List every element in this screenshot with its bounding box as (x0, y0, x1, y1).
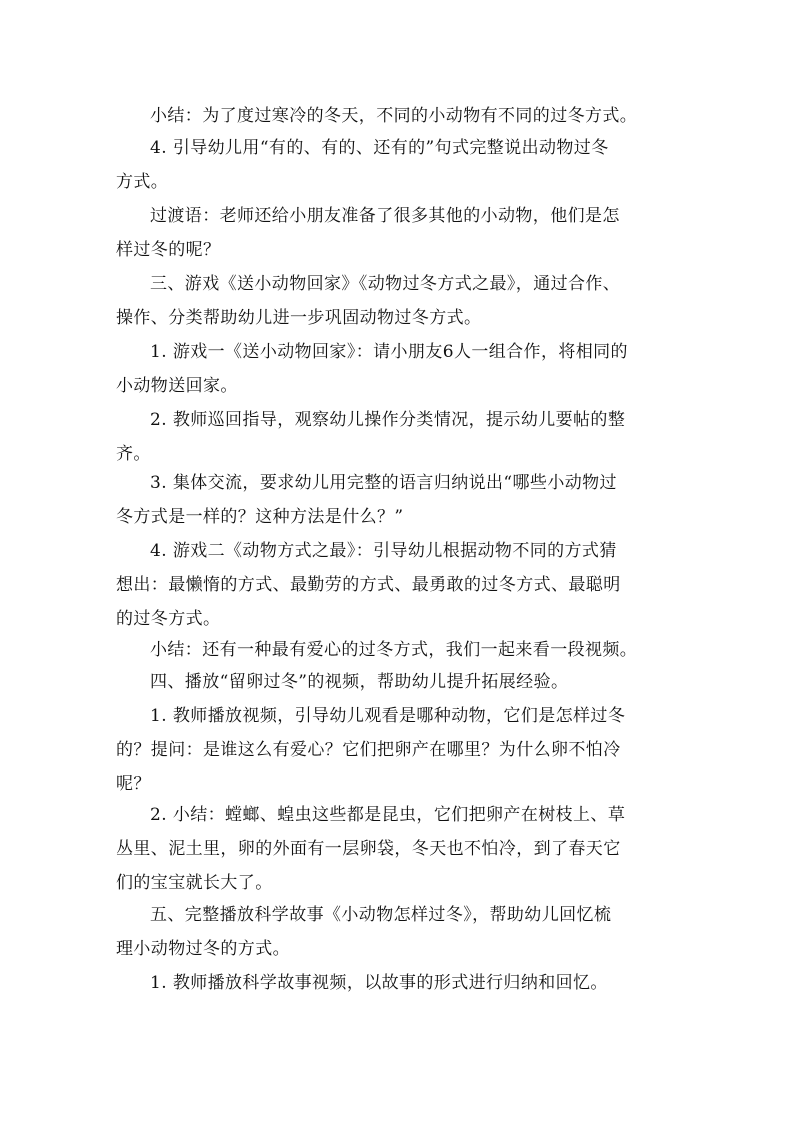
game-4-paragraph (116, 534, 690, 636)
text-line: 小结：为了度过寒冷的冬天，不同的小动物有不同的过冬方式。 (150, 106, 638, 126)
text-line: 们的宝宝就长大了。 (116, 873, 273, 893)
text-line: 理小动物过冬的方式。 (116, 939, 290, 959)
text-line: 1. 教师播放科学故事视频，以故事的形式进行归纳和回忆。 (150, 973, 608, 993)
text-line: 1. 游戏一《送小动物回家》：请小朋友6人一组合作，将相同的 (150, 342, 628, 362)
text-line: 冬方式是一样的？这种方法是什么？” (116, 507, 404, 527)
text-line: 样过冬的呢？ (116, 240, 221, 260)
section-4-heading (116, 665, 690, 699)
text-line: 2. 小结：螳螂、蝗虫这些都是昆虫，它们把卵产在树枝上、草 (150, 805, 626, 825)
text-line: 4. 引导幼儿用“有的、有的、还有的”句式完整说出动物过冬 (150, 138, 609, 158)
game-1-paragraph (116, 335, 690, 403)
section-3-heading (116, 267, 690, 335)
text-line: 的？提问：是谁这么有爱心？它们把卵产在哪里？为什么卵不怕冷 (116, 740, 621, 760)
game-3-paragraph (116, 466, 690, 534)
text-line: 4. 游戏二《动物方式之最》：引导幼儿根据动物不同的方式猜 (150, 541, 617, 561)
transition-paragraph (116, 199, 690, 267)
text-line: 五、完整播放科学故事《小动物怎样过冬》，帮助幼儿回忆梳 (150, 905, 612, 925)
video-1-paragraph (116, 699, 690, 801)
story-1-paragraph (116, 966, 690, 1000)
text-line: 丛里、泥土里，卵的外面有一层卵袋，冬天也不怕冷，到了春天它 (116, 839, 621, 859)
text-line: 小动物送回家。 (116, 376, 238, 396)
text-line: 2. 教师巡回指导，观察幼儿操作分类情况，提示幼儿要帖的整 (150, 410, 626, 430)
text-line: 操作、分类帮助幼儿进一步巩固动物过冬方式。 (116, 308, 482, 328)
game-2-paragraph (116, 403, 690, 471)
text-line: 过渡语：老师还给小朋友准备了很多其他的小动物，他们是怎 (150, 206, 620, 226)
text-line: 的过冬方式。 (116, 609, 221, 629)
text-line: 齐。 (116, 444, 151, 464)
text-line: 小结：还有一种最有爱心的过冬方式，我们一起来看一段视频。 (150, 640, 638, 660)
summary-paragraph (116, 99, 690, 133)
summary-2-paragraph (116, 633, 690, 667)
text-line: 呢？ (116, 774, 151, 794)
text-line: 四、播放“留卵过冬”的视频，帮助幼儿提升拓展经验。 (150, 672, 569, 692)
text-line: 三、游戏《送小动物回家》《动物过冬方式之最》，通过合作、 (150, 274, 621, 294)
text-line: 3. 集体交流，要求幼儿用完整的语言归纳说出“哪些小动物过 (150, 473, 617, 493)
section-5-heading (116, 898, 690, 966)
text-line: 方式。 (116, 172, 169, 192)
step-4-paragraph (116, 131, 690, 199)
video-2-paragraph (116, 798, 690, 900)
text-line: 1. 教师播放视频，引导幼儿观看是哪种动物，它们是怎样过冬 (150, 706, 626, 726)
text-line: 想出：最懒惰的方式、最勤劳的方式、最勇敢的过冬方式、最聪明 (116, 575, 621, 595)
